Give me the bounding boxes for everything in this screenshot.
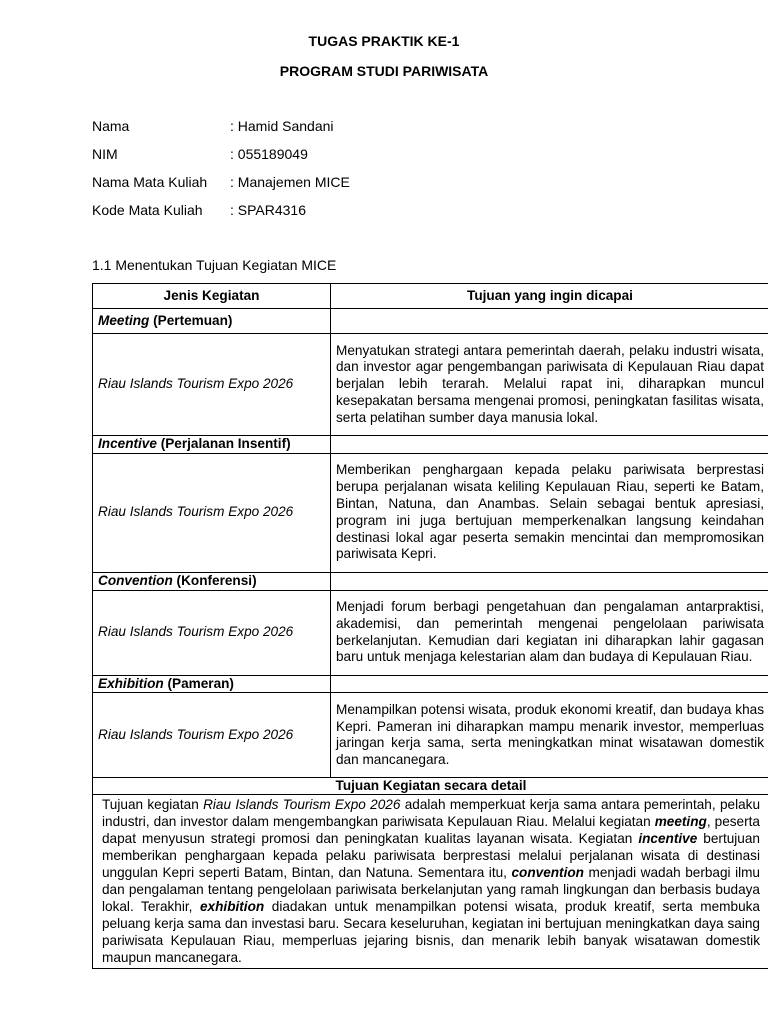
event-name: Riau Islands Tourism Expo 2026 <box>93 693 331 778</box>
info-row-nim <box>92 146 308 162</box>
category-row-exhibition <box>93 675 768 693</box>
table-row <box>93 453 768 572</box>
category-row-convention <box>93 572 768 590</box>
event-goal: Memberikan penghargaan kepada pelaku pariwisata berprestasi berupa perjalanan wisata keliling Kepulauan Riau, seperti ke Batam, Bintan, Natuna, dan Anambas. Selain sebagai bentuk apresiasi, program ini juga bertujuan memperkenalkan langsung keindahan destinasi lokal agar peserta semakin mencintai dan mempromosikan pariwisata Kepri. <box>331 453 768 572</box>
category-row-incentive <box>93 436 768 454</box>
column-header-tujuan: Tujuan yang ingin dicapai <box>331 284 768 309</box>
detail-text-segment: bertujuan memberikan penghargaan kepada pelaku pariwisata berprestasi melalui perjalanan wisata di destinasi unggulan Kepri seperti Batam, Bintan, dan Natuna. Sementara itu, <box>102 831 760 881</box>
category-label <box>93 572 331 590</box>
category-name: Exhibition <box>98 675 164 691</box>
info-row-kode <box>92 202 306 218</box>
table-header-row <box>93 284 768 309</box>
event-goal: Menjadi forum berbagi pengetahuan dan pengalaman antarpraktisi, akademisi, dan pemerintah mengenai pengelolaan pariwisata berkelanjutan. Kemudian dari kegiatan ini diharapkan lahir gagasan baru untuk menjaga kelestarian alam dan budaya di Kepulauan Riau. <box>331 590 768 675</box>
category-name: Convention <box>98 572 173 588</box>
detail-text-segment: adalah memperkuat kerja sama antara pemerintah, pelaku industri, dan investor dalam mengembangkan pariwisata Kepulauan Riau. Melalui kegiatan <box>102 797 760 830</box>
detail-header-row <box>93 778 768 795</box>
category-name: Incentive <box>98 436 157 451</box>
category-translation: (Konferensi) <box>172 572 257 588</box>
info-label: NIM <box>92 146 118 162</box>
category-row-meeting <box>93 309 768 334</box>
info-row-mata-kuliah <box>92 174 350 190</box>
table-row <box>93 590 768 675</box>
info-row-nama <box>92 118 334 134</box>
table-row <box>93 693 768 778</box>
info-value: : 055189049 <box>230 146 308 162</box>
info-value: : Hamid Sandani <box>230 118 334 134</box>
category-name: Meeting <box>98 312 150 328</box>
detail-paragraph <box>93 795 768 969</box>
detail-text-segment: incentive <box>638 831 698 847</box>
empty-cell <box>331 675 768 693</box>
mice-table <box>92 283 768 969</box>
detail-text-segment: Riau Islands Tourism Expo 2026 <box>203 797 401 813</box>
detail-text-segment: diadakan untuk menampilkan potensi wisata, produk kreatif, serta membuka peluang kerja sama dan investasi baru. Secara keseluruhan, kegiatan ini bertujuan meningkatkan daya saing pariwisata Kepulauan Riau, memperluas jejaring bisnis, dan menarik lebih banyak wisatawan domestik maupun mancanegara. <box>102 899 760 966</box>
event-goal: Menampilkan potensi wisata, produk ekonomi kreatif, dan budaya khas Kepri. Pameran ini diharapkan mampu menarik investor, memperluas jaringan kerja sama, serta meningkatkan minat wisatawan domestik dan mancanegara. <box>331 693 768 778</box>
detail-row <box>93 795 768 969</box>
event-goal: Menyatukan strategi antara pemerintah daerah, pelaku industri wisata, dan investor agar pengembangan pariwisata di Kepulauan Riau dapat berjalan lebih terarah. Melalui rapat ini, diharapkan muncul kesepakatan bersama mengenai promosi, peningkatan fasilitas wisata, serta pelatihan sumber daya manusia lokal. <box>331 334 768 436</box>
detail-text-segment: menjadi wadah berbagi ilmu dan pengalaman tentang pengelolaan pariwisata berkelanjutan yang ramah lingkungan dan berbasis budaya lokal. Terakhir, <box>102 865 760 915</box>
category-label <box>93 309 331 334</box>
event-name: Riau Islands Tourism Expo 2026 <box>93 453 331 572</box>
detail-text-segment: exhibition <box>200 899 265 915</box>
empty-cell <box>331 572 768 590</box>
detail-text-segment: , peserta dapat menyusun strategi promosi dan peningkatan kualitas layanan wisata. Kegiatan <box>102 814 760 847</box>
detail-text-segment: convention <box>511 865 584 881</box>
document-subtitle: PROGRAM STUDI PARIWISATA <box>279 63 489 79</box>
empty-cell <box>331 436 768 454</box>
category-label <box>93 675 331 693</box>
info-label: Kode Mata Kuliah <box>92 202 203 218</box>
event-name: Riau Islands Tourism Expo 2026 <box>93 590 331 675</box>
category-translation: (Perjalanan Insentif) <box>156 436 291 451</box>
info-value: : Manajemen MICE <box>230 174 350 190</box>
event-name: Riau Islands Tourism Expo 2026 <box>93 334 331 436</box>
column-header-jenis: Jenis Kegiatan <box>93 284 331 309</box>
table-row <box>93 334 768 436</box>
detail-text-segment: meeting <box>654 814 707 830</box>
info-label: Nama <box>92 118 130 134</box>
detail-text-segment: Tujuan kegiatan <box>102 797 204 813</box>
info-value: : SPAR4316 <box>230 202 307 218</box>
category-label <box>93 436 331 454</box>
detail-header: Tujuan Kegiatan secara detail <box>93 778 768 795</box>
empty-cell <box>331 309 768 334</box>
category-translation: (Pameran) <box>163 675 234 691</box>
document-title: TUGAS PRAKTIK KE-1 <box>308 33 460 49</box>
info-label: Nama Mata Kuliah <box>92 174 208 190</box>
section-title: 1.1 Menentukan Tujuan Kegiatan MICE <box>92 257 337 273</box>
category-translation: (Pertemuan) <box>149 312 233 328</box>
